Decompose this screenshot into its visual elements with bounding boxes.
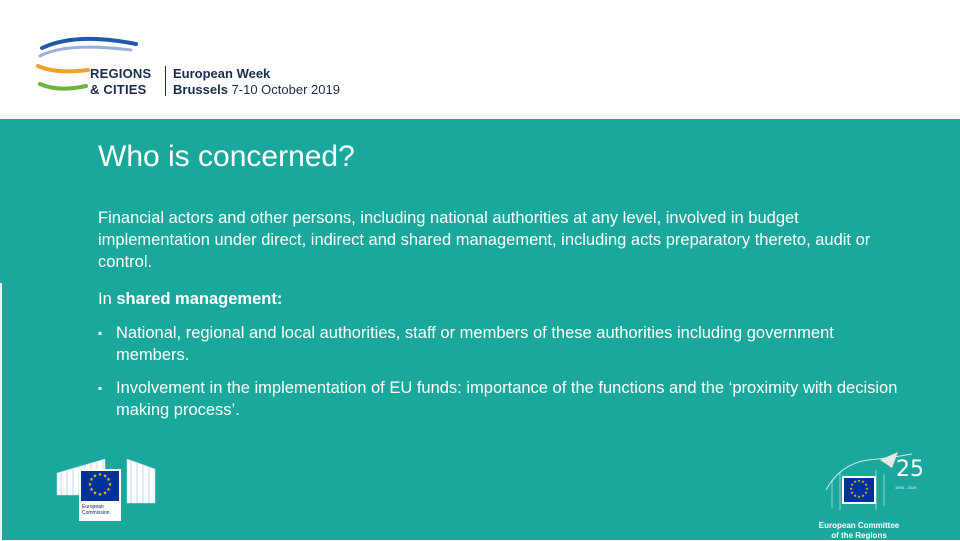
svg-text:★: ★ (853, 479, 857, 484)
svg-text:★: ★ (102, 473, 108, 480)
logo-divider (165, 66, 166, 96)
logo-line-regions: REGIONS (90, 66, 152, 81)
svg-text:★: ★ (102, 490, 108, 497)
bullet-marker: ▪ (98, 381, 103, 395)
svg-text:★: ★ (857, 494, 861, 499)
event-city: Brussels (173, 82, 228, 97)
svg-text:★: ★ (87, 482, 93, 488)
subhead-prefix: In (98, 290, 112, 308)
svg-text:★: ★ (97, 492, 103, 498)
list-item (98, 322, 898, 366)
svg-text:★: ★ (92, 473, 98, 480)
intro-paragraph: Financial actors and other persons, including national authorities at any level, involved in budget implementation under direct, indirect and shared management, including acts preparatory thereto, audit or control. (98, 209, 871, 271)
svg-text:★: ★ (850, 482, 854, 487)
svg-text:★: ★ (853, 493, 857, 498)
bullet-text: National, regional and local authorities, staff or members of these authorities including government members. (116, 324, 834, 364)
header-bar (0, 0, 960, 119)
committee-of-regions-logo-icon (820, 450, 924, 516)
event-name: European Week (173, 66, 271, 81)
svg-text:★: ★ (864, 482, 868, 487)
ec-name-line1: European (82, 504, 104, 510)
event-location-dates (173, 82, 340, 98)
svg-text:★: ★ (97, 472, 103, 478)
cor-name-line2: of the Regions (831, 531, 887, 540)
panel-edge-strip (0, 283, 2, 540)
bullet-list (98, 322, 898, 432)
svg-text:★: ★ (106, 477, 111, 483)
ec-name (82, 504, 110, 516)
bullet-text: Involvement in the implementation of EU funds: importance of the functions and the ‘proximity with decision making process’. (116, 379, 898, 419)
event-dates: 7-10 October 2019 (231, 82, 340, 97)
cor-name-line1: European Committee (818, 521, 900, 530)
svg-text:★: ★ (849, 486, 853, 491)
svg-text:★: ★ (106, 487, 111, 493)
logo-line-cities: & CITIES (90, 82, 147, 97)
svg-text:★: ★ (861, 493, 865, 498)
shared-management-heading (98, 290, 282, 309)
svg-text:★: ★ (864, 490, 868, 495)
ec-name-line2: Commission (82, 510, 110, 516)
svg-text:★: ★ (89, 477, 94, 483)
event-logo-title (90, 66, 151, 98)
cor-name (800, 521, 918, 541)
svg-text:★: ★ (850, 490, 854, 495)
svg-text:★: ★ (107, 482, 113, 488)
svg-text:★: ★ (89, 487, 94, 493)
svg-text:★: ★ (861, 479, 865, 484)
svg-text:★: ★ (865, 486, 869, 491)
cor-anniversary-years: 1994 - 2019 (895, 485, 917, 490)
slide-title: Who is concerned? (98, 140, 355, 173)
subhead-bold: shared management: (116, 290, 283, 308)
svg-text:★: ★ (857, 478, 861, 483)
bullet-marker: ▪ (98, 326, 103, 340)
svg-text:25: 25 (896, 457, 924, 482)
svg-text:★: ★ (92, 490, 98, 497)
list-item (98, 377, 898, 421)
event-info (173, 66, 340, 98)
